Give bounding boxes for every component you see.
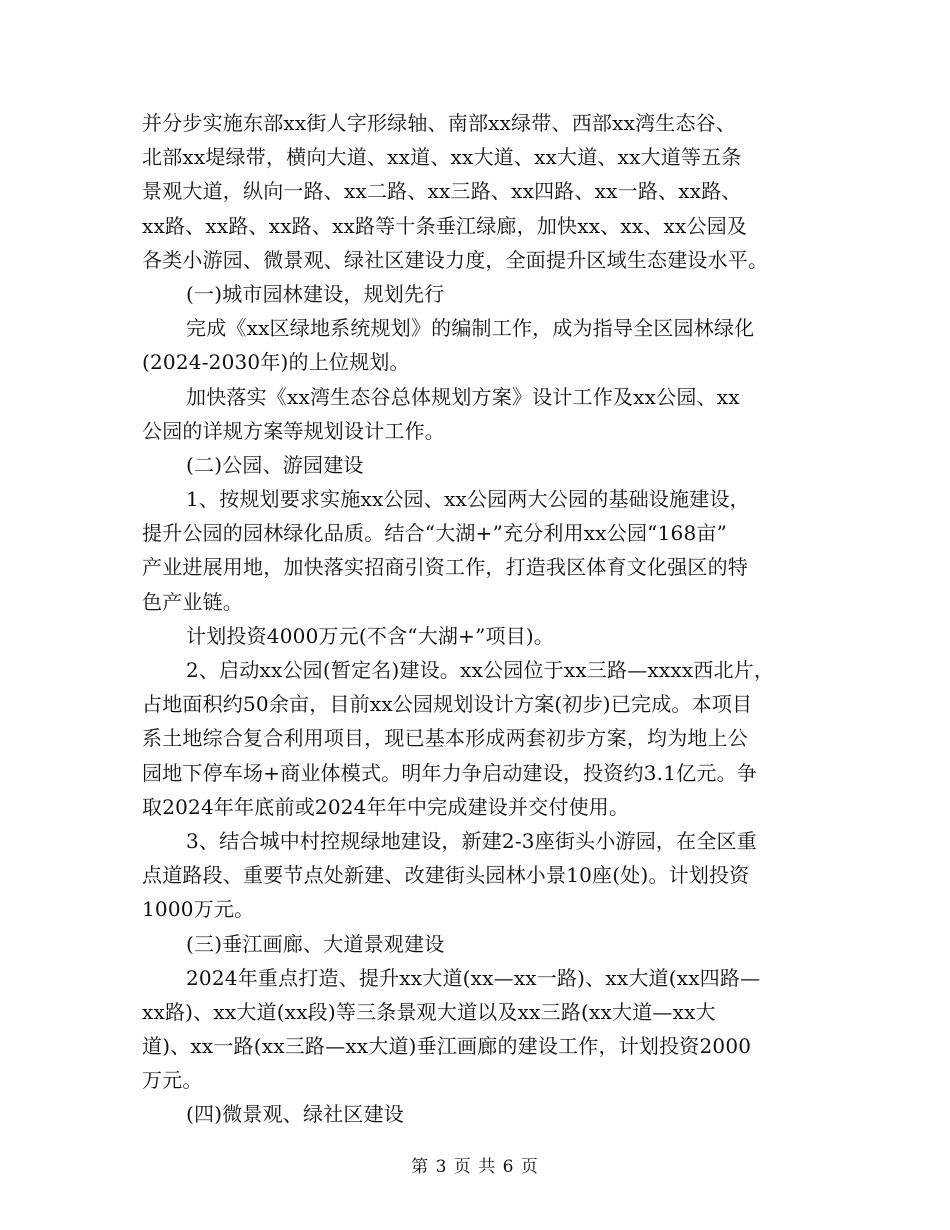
- text-line: 提升公园的园林绿化品质。结合“大湖+”充分利用xx公园“168亩”: [142, 521, 727, 546]
- text-line: 计划投资4000万元(不含“大湖+”项目)。: [186, 623, 555, 648]
- text-line: 系土地综合复合利用项目，现已基本形成两套初步方案，均为地上公: [142, 726, 748, 751]
- text-line: xx路)、xx大道(xx段)等三条景观大道以及xx三路(xx大道—xx大: [142, 999, 716, 1024]
- text-line: 完成《xx区绿地系统规划》的编制工作，成为指导全区园林绿化: [186, 316, 755, 341]
- text-line: 产业进展用地，加快落实招商引资工作，打造我区体育文化强区的特: [142, 555, 748, 580]
- text-line: 园地下停车场+商业体模式。明年力争启动建设，投资约3.1亿元。争: [142, 760, 757, 785]
- page-number-footer: 第 3 页 共 6 页: [411, 1157, 539, 1177]
- text-line: 加快落实《xx湾生态谷总体规划方案》设计工作及xx公园、xx: [186, 384, 740, 409]
- text-line: 公园的详规方案等规划设计工作。: [142, 418, 445, 443]
- text-line: 色产业链。: [142, 589, 243, 614]
- text-line: 1000万元。: [142, 897, 255, 922]
- text-line: (2024-2030年)的上位规划。: [142, 350, 410, 375]
- section-heading-3: (三)垂江画廊、大道景观建设: [186, 931, 445, 956]
- text-line: 各类小游园、微景观、绿社区建设力度，全面提升区域生态建设水平。: [142, 247, 769, 272]
- text-line: 1、按规划要求实施xx公园、xx公园两大公园的基础设施建设，: [186, 487, 750, 512]
- text-line: 3、结合城中村控规绿地建设，新建2-3座街头小游园，在全区重: [186, 828, 757, 853]
- text-line: 万元。: [142, 1068, 203, 1093]
- text-line: 并分步实施东部xx街人字形绿轴、南部xx绿带、西部xx湾生态谷、: [142, 111, 737, 135]
- text-line: 道)、xx一路(xx三路—xx大道)垂江画廊的建设工作，计划投资2000: [142, 1034, 752, 1059]
- text-line: 点道路段、重要节点处新建、改建街头园林小景10座(处)。计划投资: [142, 863, 750, 888]
- text-line: 景观大道，纵向一路、xx二路、xx三路、xx四路、xx一路、xx路、: [142, 179, 742, 204]
- section-heading-2: (二)公园、游园建设: [186, 452, 364, 477]
- section-heading-1: (一)城市园林建设，规划先行: [186, 281, 445, 306]
- text-line: 2024年重点打造、提升xx大道(xx—xx一路)、xx大道(xx四路—: [186, 965, 761, 990]
- text-line: 占地面积约50余亩，目前xx公园规划设计方案(初步)已完成。本项目: [142, 692, 753, 717]
- text-line: 北部xx堤绿带，横向大道、xx道、xx大道、xx大道、xx大道等五条: [142, 145, 742, 170]
- section-heading-4: (四)微景观、绿社区建设: [186, 1102, 405, 1127]
- text-line: 取2024年年底前或2024年年中完成建设并交付使用。: [142, 794, 630, 819]
- document-body: [142, 106, 814, 1132]
- text-line: 2、启动xx公园(暂定名)建设。xx公园位于xx三路—xxxx西北片，: [186, 658, 775, 682]
- text-line: xx路、xx路、xx路、xx路等十条垂江绿廊，加快xx、xx、xx公园及: [142, 213, 748, 238]
